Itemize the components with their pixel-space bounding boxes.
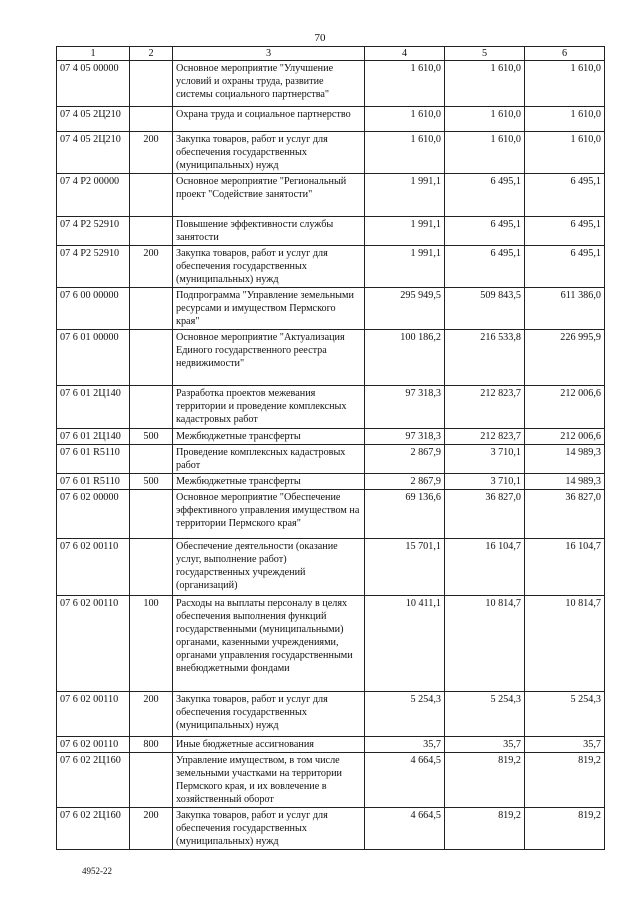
row-code: 07 4 P2 52910 <box>57 217 130 246</box>
table-row <box>57 474 605 490</box>
table-row <box>57 737 605 753</box>
row-value-col5: 3 710,1 <box>445 474 525 490</box>
row-value-col5: 212 823,7 <box>445 386 525 429</box>
row-value-col6: 6 495,1 <box>525 174 605 217</box>
row-value-col5: 216 533,8 <box>445 330 525 386</box>
table-row <box>57 753 605 808</box>
column-header: 1 <box>57 47 130 61</box>
row-value-col4: 100 186,2 <box>365 330 445 386</box>
row-name: Расходы на выплаты персоналу в целях обеспечения выполнения функций государственными (муниципальными) органами, казенными учреждениями, органами управления государственными внебюджетными фондами <box>173 596 365 692</box>
table-row <box>57 539 605 596</box>
row-code: 07 6 02 00110 <box>57 737 130 753</box>
row-expense-type: 100 <box>130 596 173 692</box>
table-row <box>57 596 605 692</box>
document-code: 4952-22 <box>82 866 112 876</box>
row-code: 07 4 P2 52910 <box>57 246 130 288</box>
row-name: Подпрограмма "Управление земельными ресурсами и имуществом Пермского края" <box>173 288 365 330</box>
table-row <box>57 330 605 386</box>
row-value-col5: 3 710,1 <box>445 445 525 474</box>
row-value-col4: 295 949,5 <box>365 288 445 330</box>
row-value-col5: 1 610,0 <box>445 61 525 107</box>
table-header-row <box>57 47 605 61</box>
page-number: 70 <box>314 32 326 44</box>
row-name: Повышение эффективности службы занятости <box>173 217 365 246</box>
row-value-col4: 4 664,5 <box>365 808 445 850</box>
row-code: 07 6 02 00110 <box>57 596 130 692</box>
row-value-col4: 1 991,1 <box>365 246 445 288</box>
table-row <box>57 429 605 445</box>
row-value-col6: 1 610,0 <box>525 61 605 107</box>
row-value-col6: 6 495,1 <box>525 246 605 288</box>
row-expense-type <box>130 753 173 808</box>
row-value-col4: 1 610,0 <box>365 132 445 174</box>
row-value-col5: 6 495,1 <box>445 174 525 217</box>
row-expense-type: 200 <box>130 246 173 288</box>
row-code: 07 6 01 00000 <box>57 330 130 386</box>
row-value-col4: 2 867,9 <box>365 474 445 490</box>
table-row <box>57 808 605 850</box>
row-value-col5: 5 254,3 <box>445 692 525 737</box>
row-name: Иные бюджетные ассигнования <box>173 737 365 753</box>
row-code: 07 4 05 2Ц210 <box>57 107 130 132</box>
row-value-col5: 819,2 <box>445 753 525 808</box>
row-value-col6: 6 495,1 <box>525 217 605 246</box>
row-name: Основное мероприятие "Актуализация Единого государственного реестра недвижимости" <box>173 330 365 386</box>
row-expense-type <box>130 386 173 429</box>
row-code: 07 6 02 2Ц160 <box>57 753 130 808</box>
row-value-col5: 16 104,7 <box>445 539 525 596</box>
row-code: 07 6 00 00000 <box>57 288 130 330</box>
row-value-col4: 1 610,0 <box>365 107 445 132</box>
table-row <box>57 174 605 217</box>
row-value-col5: 6 495,1 <box>445 246 525 288</box>
row-expense-type: 800 <box>130 737 173 753</box>
row-value-col6: 1 610,0 <box>525 132 605 174</box>
column-header: 4 <box>365 47 445 61</box>
row-name: Закупка товаров, работ и услуг для обеспечения государственных (муниципальных) нужд <box>173 246 365 288</box>
row-expense-type <box>130 107 173 132</box>
table-row <box>57 445 605 474</box>
table-row <box>57 490 605 539</box>
column-header: 3 <box>173 47 365 61</box>
row-code: 07 6 01 2Ц140 <box>57 386 130 429</box>
row-value-col4: 5 254,3 <box>365 692 445 737</box>
row-name: Межбюджетные трансферты <box>173 429 365 445</box>
row-name: Основное мероприятие "Обеспечение эффективного управления имуществом на территории Пермского края" <box>173 490 365 539</box>
row-expense-type: 200 <box>130 808 173 850</box>
row-value-col6: 226 995,9 <box>525 330 605 386</box>
table-row <box>57 246 605 288</box>
row-value-col5: 36 827,0 <box>445 490 525 539</box>
row-value-col6: 611 386,0 <box>525 288 605 330</box>
row-name: Закупка товаров, работ и услуг для обеспечения государственных (муниципальных) нужд <box>173 692 365 737</box>
row-code: 07 6 02 00110 <box>57 539 130 596</box>
budget-table <box>56 46 605 850</box>
row-value-col6: 14 989,3 <box>525 474 605 490</box>
row-value-col5: 212 823,7 <box>445 429 525 445</box>
table-row <box>57 217 605 246</box>
row-value-col4: 1 991,1 <box>365 217 445 246</box>
row-value-col4: 10 411,1 <box>365 596 445 692</box>
row-value-col6: 819,2 <box>525 808 605 850</box>
row-code: 07 6 01 R5110 <box>57 474 130 490</box>
row-value-col5: 1 610,0 <box>445 107 525 132</box>
row-name: Охрана труда и социальное партнерство <box>173 107 365 132</box>
row-value-col4: 97 318,3 <box>365 386 445 429</box>
row-code: 07 6 01 R5110 <box>57 445 130 474</box>
row-expense-type <box>130 288 173 330</box>
row-value-col6: 212 006,6 <box>525 429 605 445</box>
row-name: Основное мероприятие "Региональный проект "Содействие занятости" <box>173 174 365 217</box>
row-name: Управление имуществом, в том числе земельными участками на территории Пермского края, и их вовлечение в хозяйственный оборот <box>173 753 365 808</box>
row-name: Разработка проектов межевания территории и проведение комплексных кадастровых работ <box>173 386 365 429</box>
row-value-col4: 15 701,1 <box>365 539 445 596</box>
row-value-col6: 16 104,7 <box>525 539 605 596</box>
row-name: Закупка товаров, работ и услуг для обеспечения государственных (муниципальных) нужд <box>173 132 365 174</box>
row-expense-type <box>130 61 173 107</box>
row-name: Проведение комплексных кадастровых работ <box>173 445 365 474</box>
row-value-col4: 1 610,0 <box>365 61 445 107</box>
row-name: Межбюджетные трансферты <box>173 474 365 490</box>
row-code: 07 6 01 2Ц140 <box>57 429 130 445</box>
table-row <box>57 692 605 737</box>
row-value-col4: 35,7 <box>365 737 445 753</box>
row-value-col4: 4 664,5 <box>365 753 445 808</box>
row-expense-type: 200 <box>130 692 173 737</box>
row-value-col4: 1 991,1 <box>365 174 445 217</box>
row-name: Закупка товаров, работ и услуг для обеспечения государственных (муниципальных) нужд <box>173 808 365 850</box>
row-expense-type <box>130 539 173 596</box>
row-code: 07 6 02 00000 <box>57 490 130 539</box>
row-value-col5: 819,2 <box>445 808 525 850</box>
row-value-col6: 819,2 <box>525 753 605 808</box>
row-expense-type <box>130 445 173 474</box>
row-value-col5: 1 610,0 <box>445 132 525 174</box>
row-code: 07 6 02 00110 <box>57 692 130 737</box>
row-value-col4: 69 136,6 <box>365 490 445 539</box>
row-value-col6: 5 254,3 <box>525 692 605 737</box>
row-code: 07 4 05 00000 <box>57 61 130 107</box>
row-expense-type: 200 <box>130 132 173 174</box>
row-value-col6: 1 610,0 <box>525 107 605 132</box>
row-expense-type <box>130 217 173 246</box>
row-value-col4: 97 318,3 <box>365 429 445 445</box>
table-row <box>57 107 605 132</box>
row-value-col5: 35,7 <box>445 737 525 753</box>
table-row <box>57 132 605 174</box>
row-code: 07 4 P2 00000 <box>57 174 130 217</box>
row-name: Основное мероприятие "Улучшение условий и охраны труда, развитие системы социального партнерства" <box>173 61 365 107</box>
row-value-col6: 212 006,6 <box>525 386 605 429</box>
row-value-col5: 509 843,5 <box>445 288 525 330</box>
row-name: Обеспечение деятельности (оказание услуг, выполнение работ) государственных учреждений (организаций) <box>173 539 365 596</box>
table-row <box>57 386 605 429</box>
row-value-col4: 2 867,9 <box>365 445 445 474</box>
row-expense-type: 500 <box>130 429 173 445</box>
row-value-col5: 6 495,1 <box>445 217 525 246</box>
row-value-col6: 36 827,0 <box>525 490 605 539</box>
column-header: 6 <box>525 47 605 61</box>
row-value-col6: 10 814,7 <box>525 596 605 692</box>
column-header: 2 <box>130 47 173 61</box>
row-value-col6: 35,7 <box>525 737 605 753</box>
row-expense-type: 500 <box>130 474 173 490</box>
row-expense-type <box>130 490 173 539</box>
row-expense-type <box>130 330 173 386</box>
row-code: 07 6 02 2Ц160 <box>57 808 130 850</box>
table-row <box>57 288 605 330</box>
row-code: 07 4 05 2Ц210 <box>57 132 130 174</box>
row-value-col6: 14 989,3 <box>525 445 605 474</box>
column-header: 5 <box>445 47 525 61</box>
table-row <box>57 61 605 107</box>
row-expense-type <box>130 174 173 217</box>
row-value-col5: 10 814,7 <box>445 596 525 692</box>
